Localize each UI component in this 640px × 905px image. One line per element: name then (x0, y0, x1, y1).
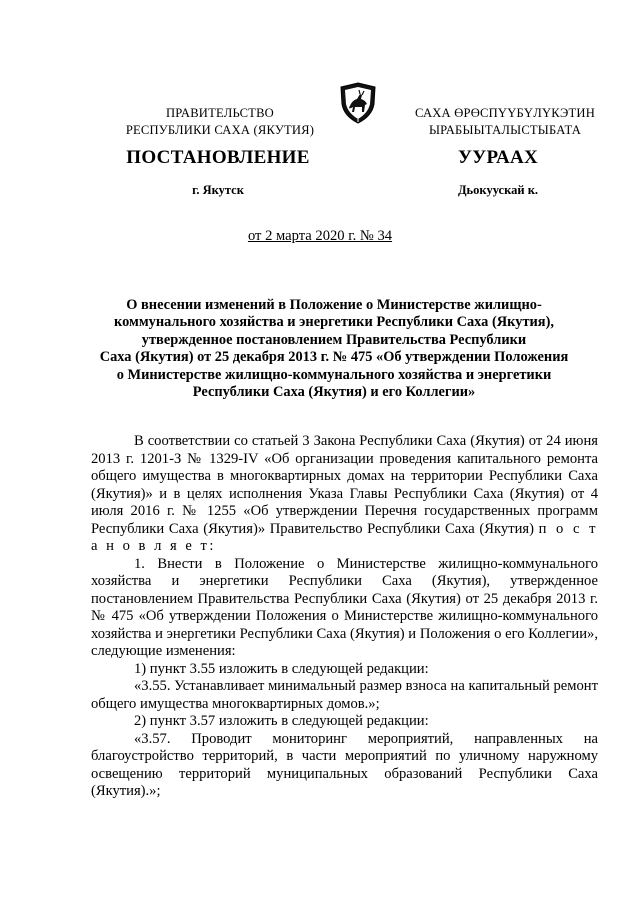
title-line: О внесении изменений в Положение о Министерстве жилищно- (126, 297, 542, 313)
paragraph: «3.55. Устанавливает минимальный размер взноса на капитальный ремонт общего имущества многоквартирных домов.»; (91, 678, 598, 712)
issuer-left-line-1: ПРАВИТЕЛЬСТВО (166, 106, 274, 120)
city-russian: г. Якутск (192, 183, 244, 197)
doc-type-yakut: УУРААХ (457, 147, 539, 168)
preamble-text: В соответствии со статьей 3 Закона Республики Саха (Якутия) от 24 июня 2013 г. 1201-З № 1329-IV «Об организации проведения капитального ремонта общего имущества в многоквартирных домах на территории Республики Саха (Якутия)» и в целях исполнения Указа Главы Республики Саха (Якутия) от 4 июля 2016 г. № 1255 «Об утверждении Перечня государственных программ Республики Саха (Якутия)» Правительство Республики Саха (Якутия) (91, 433, 598, 537)
issuer-left-line-2: РЕСПУБЛИКИ САХА (ЯКУТИЯ) (125, 123, 315, 137)
coat-of-arms-icon (338, 82, 378, 124)
paragraph: 1) пункт 3.55 изложить в следующей редакции: (134, 660, 429, 677)
city-yakut: Дьокуускай к. (457, 183, 539, 197)
decree-word: п о с т а н о в л я е т: (91, 520, 598, 554)
paragraph: «3.57. Проводит мониторинг мероприятий, направленных на благоустройство территорий, в части мероприятий по уличному наружному освещению территорий муниципальных образований Республики Саха (Якутия).»; (91, 730, 598, 799)
title-line: коммунального хозяйства и энергетики Республики Саха (Якутия), (114, 314, 554, 331)
paragraph: 1. Внести в Положение о Министерстве жилищно-коммунального хозяйства и энергетики Республики Саха (Якутия), утвержденное постановлением Правительства Республики Саха (Якутия) от 25 декабря 2013 г. № 475 «Об утверждении Положения о Министерстве жилищно-коммунального хозяйства и энергетики Республики Саха (Якутия) и Положения о его Коллегии», следующие изменения: (91, 555, 598, 659)
issuer-right-line-2: ЫРАБЫЫТАЛЫСТЫБАТА (428, 123, 582, 137)
issuer-right (390, 105, 620, 139)
date-number: от 2 марта 2020 г. № 34 (247, 228, 393, 244)
issuer-right-line-1: САХА ӨРӨСПҮҮБҮЛҮКЭТИН (415, 106, 595, 120)
title-line: Республики Саха (Якутия) и его Коллегии» (192, 384, 476, 401)
title-line: утвержденное постановлением Правительства Республики (141, 331, 527, 348)
title-line: о Министерстве жилищно-коммунального хозяйства и энергетики (116, 366, 552, 383)
title-line: Саха (Якутия) от 25 декабря 2013 г. № 475 «Об утверждении Положения (99, 349, 569, 366)
document-body (91, 433, 598, 801)
document-title (70, 297, 598, 401)
doc-type-russian: ПОСТАНОВЛЕНИЕ (126, 147, 310, 168)
paragraph: 2) пункт 3.57 изложить в следующей редакции: (134, 713, 429, 729)
issuer-left (120, 105, 320, 139)
preamble-paragraph (91, 433, 598, 556)
